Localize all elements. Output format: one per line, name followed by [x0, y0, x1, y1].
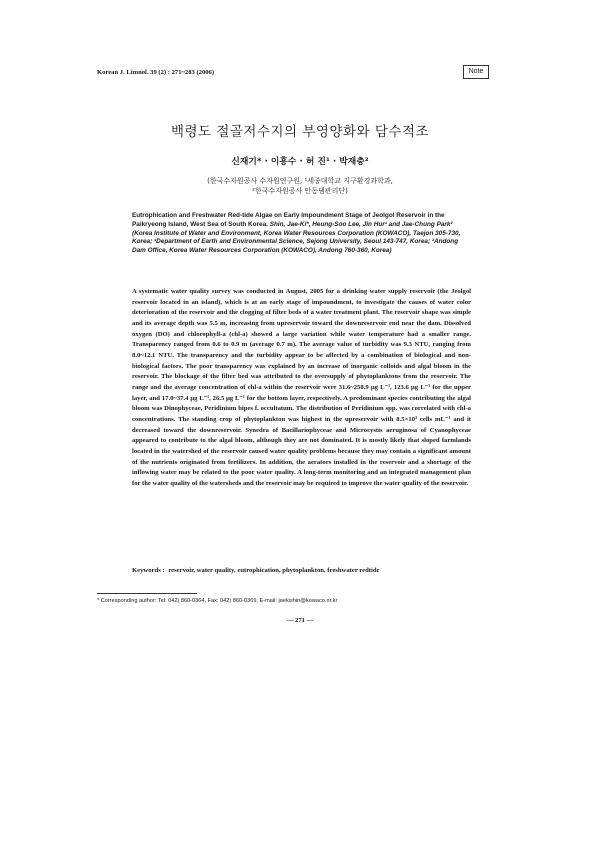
page-number: — 271 —: [286, 617, 314, 624]
english-header: [132, 212, 472, 256]
footnote-divider: [97, 593, 197, 594]
korean-affiliation-line: ²한국수자원공사 안동댐관리단): [252, 187, 348, 195]
korean-affiliation-line: (한국수자원공사 수자원연구원, ¹세종대학교 지구환경과학과,: [207, 177, 393, 185]
abstract-text: A systematic water quality survey was conducted in August, 2005 for a drinking water supply reservoir (the Jeolgol reservoir located in an island), which is at an early stage of impoundment, to investigate the causes of water color deterioration of the reservoir and the clogging of filter beds of a water treatment plant. The reservoir shape was simple and its average depth was 5.5 m, increasing from upreservoir toward the downreservoir end near the dam. Dissolved oxygen (DO) and chlorophyll-a (chl-a) showed a large variation while water temperature had a smaller range. Transparency ranged from 0.6 to 0.9 m (average 0.7 m). The average value of turbidity was 9.3 NTU, ranging from 8.0~12.1 NTU. The transparency and the turbidity appear to be affected by a combination of biological and non-biological factors. The poor transparency was explained by an increase of inorganic colloids and algal bloom in the reservoir. The blockage of the filter bed was attributed to the oversupply of phytoplanktons from the reservoir. The range and the average concentration of chl-a within the reservoir were 31.6~258.9 μg L⁻¹, 123.6 μg L⁻¹ for the upper layer, and 17.0~37.4 μg L⁻¹, 26.5 μg L⁻¹ for the bottom layer, respectively. A predominant species contributing the algal bloom was Dinophyceae, Peridinium bipes f. occultatum. The distribution of Peridinium spp. was correlated with chl-a concentrations. The standing crop of phytoplankton was highest in the upreservoir with 8.5×10³ cells mL⁻¹ and it decreased toward the downreservoir. Synedra of Bacillariophyceae and Microcystis aeruginosa of Cyanophyceae appeared to contribute to the algal bloom, although they are not dominated. It is mostly likely that sloped farmlands located in the watershed of the reservoir caused water quality problems because they may contain a significant amount of the nutrients originated from fertilizers. In addition, the aerators installed in the reservoir and a shortage of the inflowing water may be related to the poor water quality. A long-term monitoring and an integrated management plan for the water quality of the watersheds and the reservoir may be required to improve the water quality of the reservoir.: [132, 288, 471, 487]
korean-authors: 신재기* · 이흥수 · 허 진¹ · 박재충²: [231, 157, 369, 167]
keywords-label: Keywords :: [132, 567, 165, 574]
keywords-list: reservoir, water quality, eutrophication, phytoplankton, freshwater redtide: [168, 567, 380, 574]
korean-affiliations: [0, 176, 600, 196]
english-affiliations: (Korea Institute of Water and Environment, Korea Water Resources Corporation (KOWACO), Taejon 305-730, Korea; ¹Department of Earth and Environmental Science, Sejong University, Seoul 143-747, Korea; ²Andong Dam Office, Korea Water Resources Corporation (KOWACO), Andong 760-360, Korea): [132, 229, 461, 255]
note-badge: Note: [463, 65, 489, 79]
korean-title: 백령도 절골저수지의 부영양화와 담수적조: [170, 124, 430, 140]
keywords-block: [132, 566, 471, 577]
journal-reference: Korean J. Limnol. 39 (2) : 271~283 (2006): [97, 69, 215, 76]
corresponding-author-footnote: * Corresponding author: Tel: 042) 860-0364, Fax: 042) 860-0369, E-mail: jaekishin@kowaco.or.kr: [97, 598, 338, 604]
english-authors: Shin, Jae-Ki*, Heung-Soo Lee, Jin Hur¹ and Jae-Chung Park²: [269, 220, 453, 228]
english-title: Eutrophication and Freshwater Red-tide Algae on Early Impoundment Stage of Jeolgol Reservoir in the Paikryeong Island, West Sea of South Korea.: [132, 212, 445, 228]
